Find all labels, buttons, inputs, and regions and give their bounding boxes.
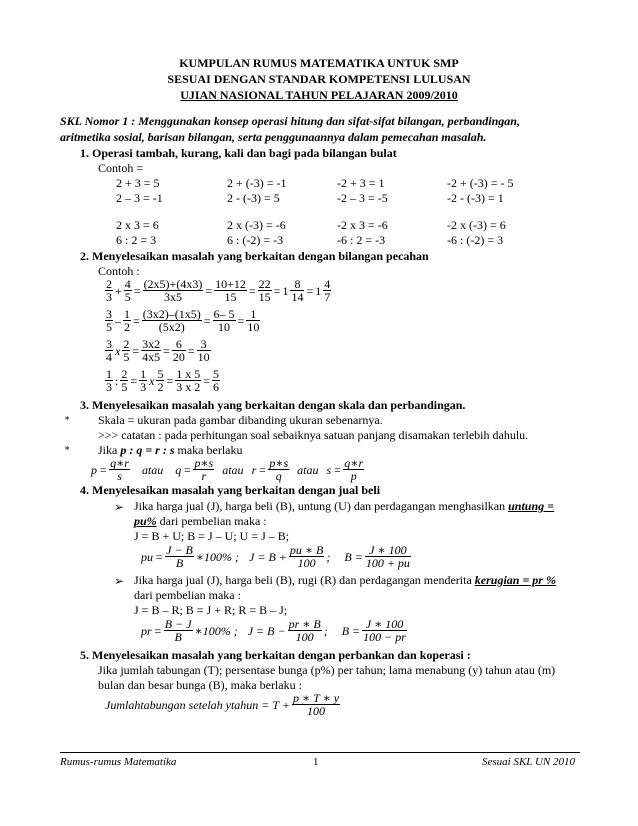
s4-p2-text: Jika harga jual (J), harga beli (B), rugi (R) dan perdagangan menderita kerugian = pr % (134, 573, 556, 587)
s4-p2-text2: dari pembelian maka : (134, 588, 241, 602)
s1-r1c1: 2 - (-3) = 5 (227, 191, 280, 205)
savings-formula: Jumlahtabungan setelah ytahun = T + $\frac{p ∗ T ∗ y}{100}$ (105, 691, 340, 718)
doc-title-line3: UJIAN NASIONAL TAHUN PELAJARAN 2009/2010 (180, 88, 458, 102)
fraction-eq-1: $\frac{2}{3}$ + $\frac{4}{5}$ = $\frac{(2x5)+(4x3)}{3x5}$ = $\frac{10+12}{15}$ = $\frac{22}{15}$ = 1 $\frac{8}{14}$ = 1 $\frac{4}{7}$ (106, 277, 331, 304)
s5-line2: bulan dan besar bunga (B), maka berlaku : (98, 678, 302, 692)
s4-p1-text: Jika harga jual (J), harga beli (B), untung (U) dan perdagangan menghasilkan untung = (134, 499, 554, 513)
section3-heading: 3. Menyelesaikan masalah yang berkaitan dengan skala dan perbandingan. (80, 398, 466, 412)
skl-line1: SKL Nomor 1 : Menggunakan konsep operasi hitung dan sifat-sifat bilangan, perbandingan, (60, 114, 520, 128)
doc-title-line2: SESUAI DENGAN STANDAR KOMPETENSI LULUSAN (167, 72, 471, 86)
s1-r0c1: 2 + (-3) = -1 (227, 176, 287, 190)
footer-page-number: 1 (313, 756, 319, 768)
footer-left: Rumus-rumus Matematika (60, 756, 177, 768)
footer-right: Sesuai SKL UN 2010 (482, 756, 576, 768)
skl-line2: aritmetika sosial, barisan bilangan, serta penggunaannya dalam pemecahan masalah. (60, 130, 487, 144)
footer-divider (60, 752, 580, 753)
doc-title-line1: KUMPULAN RUMUS MATEMATIKA UNTUK SMP (179, 56, 459, 70)
bullet-star-icon: ∗ (64, 443, 71, 453)
s1-r2c0: 2 x 3 = 6 (116, 218, 159, 232)
arrow-bullet-icon: ➢ (114, 574, 125, 588)
s1-r2c1: 2 x (-3) = -6 (227, 218, 286, 232)
s1-r0c3: -2 + (-3) = - 5 (447, 176, 514, 190)
section1-contoh: Contoh = (98, 161, 144, 175)
s4-p2-relations: J = B – R; B = J + R; R = B – J; (134, 603, 288, 617)
section5-heading: 5. Menyelesaikan masalah yang berkaitan dengan perbankan dan koperasi : (80, 648, 471, 662)
s1-r1c2: -2 – 3 = -5 (337, 191, 388, 205)
fraction-eq-4: $\frac{1}{3}$ : $\frac{2}{5}$ = $\frac{1}{3}$ x $\frac{5}{2}$ = $\frac{1 x 5}{3 x 2}$ = $\frac{5}{6}$ (106, 367, 220, 394)
section4-heading: 4. Menyelesaikan masalah yang berkaitan dengan jual beli (80, 483, 381, 497)
s4-p1-relations: J = B + U; B = J – U; U = J – B; (134, 529, 290, 543)
arrow-bullet-icon: ➢ (114, 500, 125, 514)
s1-r3c0: 6 : 2 = 3 (116, 233, 157, 247)
s1-r3c3: -6 : (-2) = 3 (447, 233, 504, 247)
s1-r1c3: -2 - (-3) = 1 (447, 191, 504, 205)
s3-bullet2: Jika p : q = r : s maka berlaku (98, 443, 243, 457)
s1-r0c0: 2 + 3 = 5 (116, 176, 160, 190)
s1-r3c1: 6 : (-2) = -3 (227, 233, 284, 247)
bullet-star-icon: ∗ (64, 413, 71, 423)
section1-heading: 1. Operasi tambah, kurang, kali dan bagi pada bilangan bulat (80, 146, 397, 160)
fraction-eq-3: $\frac{3}{4}$ x $\frac{2}{5}$ = $\frac{3x2}{4x5}$ = $\frac{6}{20}$ = $\frac{3}{10}$ (106, 337, 210, 364)
section2-heading: 2. Menyelesaikan masalah yang berkaitan dengan bilangan pecahan (80, 249, 429, 263)
proportion-formula: p = $\frac{q∗r}{s}$ atau q = $\frac{p∗s}{r}$ atau r = $\frac{p∗s}{q}$ atau s = $\frac{q∗r}{p}$ (91, 456, 364, 483)
s3-note: >>> catatan : pada perhitungan soal sebaiknya satuan panjang disamakan terlebih dahulu. (98, 428, 529, 442)
s4-p2-formula: pr = $\frac{B - J}{B}$ ∗100% ; J = B − $\frac{pr ∗ B}{100}$ ; B = $\frac{J ∗ 100}{100 - pr}$ (141, 617, 406, 644)
section2-contoh: Contoh : (98, 264, 140, 278)
s5-line1: Jika jumlah tabungan (T); persentase bunga (p%) per tahun; lama menabung (y) tahun atau (m) (98, 663, 556, 677)
fraction-eq-2: $\frac{3}{5}$ – $\frac{1}{2}$ = $\frac{(3x2)-(1x5)}{(5x2)}$ = $\frac{6- 5}{10}$ = $\frac{1}{10}$ (106, 307, 260, 334)
s1-r3c2: -6 : 2 = -3 (337, 233, 386, 247)
s1-r2c3: -2 x (-3) = 6 (447, 218, 506, 232)
s1-r0c2: -2 + 3 = 1 (337, 176, 385, 190)
s1-r2c2: -2 x 3 = -6 (337, 218, 388, 232)
s3-bullet1: Skala = ukuran pada gambar dibanding ukuran sebenarnya. (98, 413, 383, 427)
s1-r1c0: 2 – 3 = -1 (116, 191, 163, 205)
s4-p1-text2: pu% dari pembelian maka : (134, 514, 267, 528)
s4-p1-formula: pu = $\frac{J - B}{B}$ ∗100% ; J = B + $\frac{pu ∗ B}{100}$ ; B = $\frac{J ∗ 100}{100 + pu}$ (141, 543, 410, 570)
